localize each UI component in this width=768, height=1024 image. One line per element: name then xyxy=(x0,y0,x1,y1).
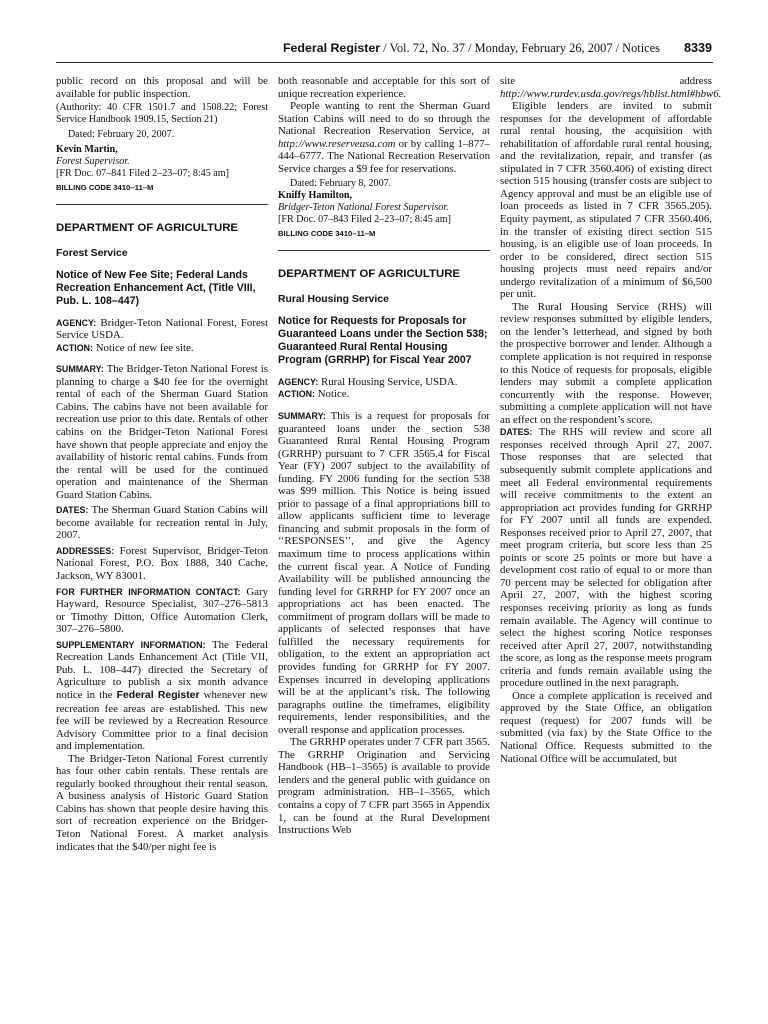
signer-title: Bridger-Teton National Forest Supervisor. xyxy=(278,202,449,214)
summary-section xyxy=(278,410,490,736)
summary-label: SUMMARY: xyxy=(56,364,104,375)
agency-text: Bridger-Teton National Forest, Forest Service USDA. xyxy=(56,316,268,342)
reservation-link[interactable]: http://www.reserveusa.com xyxy=(278,137,396,150)
paragraph: The GRRHP operates under 7 CFR part 3565. The GRRHP Origination and Servicing Handbook (HB–1–3565) is available to provide lenders and the general public with guidance on program administration. HB–1–3565, which contains a copy of 7 CFR part 3565 in Appendix 1, can be found at the Rural Development Instructions Web xyxy=(278,736,490,837)
agency-line xyxy=(56,317,268,342)
contact-section xyxy=(56,586,268,636)
action-label: ACTION: xyxy=(56,342,93,353)
fr-doc: [FR Doc. 07–841 Filed 2–23–07; 8:45 am] xyxy=(56,168,229,180)
department-heading: DEPARTMENT OF AGRICULTURE xyxy=(56,221,239,234)
signer-name: Kniffy Hamilton, xyxy=(278,190,353,202)
column-2 xyxy=(278,75,490,837)
page-number: 8339 xyxy=(683,41,712,55)
action-text: Notice of new fee site. xyxy=(92,341,194,354)
column-3 xyxy=(500,75,722,765)
paragraph: The Bridger-Teton National Forest currently has four other cabin rentals. These rentals are regularly booked throughout their rental season. A business analysis of Historic Guard Station Cabins has shown that people desire having this sort of recreation experience on the Bridger-Teton National Forest. A market analysis indicates that the $40/per night fee is xyxy=(56,752,268,853)
supplementary-label: SUPPLEMENTARY INFORMATION: xyxy=(56,639,206,650)
paragraph-text: site address xyxy=(500,75,712,87)
supplementary-text-cont: whenever new recreation fee areas are established. This new fee will be reviewed by a Recreation Resource Advisory Committee prior to a final decision and implementation. xyxy=(56,688,269,753)
contact-label: FOR FURTHER INFORMATION CONTACT: xyxy=(56,586,241,597)
authority-note: (Authority: 40 CFR 1501.7 and 1508.22; Forest Service Handbook 1909.15, Section 21) xyxy=(56,102,268,126)
addresses-label: ADDRESSES: xyxy=(56,545,115,556)
section-divider xyxy=(278,250,490,251)
billing-code: BILLING CODE 3410–11–M xyxy=(278,229,376,239)
signer-name: Kevin Martin, xyxy=(56,144,118,156)
column-1 xyxy=(56,75,268,853)
paragraph: Eligible lenders are invited to submit responses for the development of affordable rural rental housing, the acquisition with rehabilitation of affordable rural rental housing, and the revitalization, repair, and transfer (as stipulated in 7 CFR 3560.406) of existing direct section 515 housing (transfer costs are subject to Agency approval and must be an eligible use of loan proceeds as listed in 7 CFR 3565.205). Equity payment, as stipulated 7 CFR 3560.406, in the transfer of existing direct section 515 housing, is an eligible use of loan proceeds. In order to be considered, direct section 515 housing projects must need repairs and/or undergo revitalization of a minimum of $6,500 per unit. xyxy=(500,100,712,301)
paragraph: public record on this proposal and will be available for public inspection. xyxy=(56,75,268,100)
paragraph: both reasonable and acceptable for this sort of unique recreation experience. xyxy=(278,75,490,100)
dates-text: The Sherman Guard Station Cabins will become available for recreation rental in July, 2007. xyxy=(56,504,268,542)
issue-info: / Vol. 72, No. 37 / Monday, February 26, 2007 / Notices xyxy=(380,41,660,55)
paragraph xyxy=(500,75,722,100)
contact-text: Gary Hayward, Resource Specialist, 307–276–5813 or Timothy Ditton, Office Automation Clerk, 307–276–5800. xyxy=(56,585,268,636)
agency-text: Rural Housing Service, USDA. xyxy=(318,375,458,388)
agency-line xyxy=(278,376,490,389)
addresses-text: Forest Supervisor, Bridger-Teton National Forest, P.O. Box 1888, 340 Cache, Jackson, WY 83001. xyxy=(56,544,268,583)
summary-label: SUMMARY: xyxy=(278,411,326,422)
subagency-heading: Forest Service xyxy=(56,247,128,259)
dated-line: Dated: February 8, 2007. xyxy=(290,178,392,190)
instructions-link[interactable]: http://www.rurdev.usda.gov/regs/hblist.html#hbw6. xyxy=(500,87,722,100)
notice-title: Notice of New Fee Site; Federal Lands Recreation Enhancement Act, (Title VIII, Pub. L. 108–447) xyxy=(56,268,256,307)
summary-text: This is a request for proposals for guaranteed loans under the section 538 Guaranteed Rural Rental Housing Program (GRRHP) pursuant to 7 CFR 3565.4 for Fiscal Year (FY) 2007 subject to the availability of funding. FY 2006 funding for the section 538 was $99 million. This Notice is being issued prior to passage of a final appropriations bill to allow applicants sufficient time to leverage financing and submit proposals in the form of ‘‘RESPONSES’’, and give the Agency maximum time to process applications within the current fiscal year. A Notice of Funding Availability will be published announcing the funding level for GRRHP for FY 2007 once an appropriations act has been enacted. The commitment of program dollars will be made to applicants of selected responses that have fulfilled the necessary requirements for obligation, to the extent an appropriation act provides funding for GRRHP for FY 2007. Expenses incurred in developing applications will be at the applicant’s risk. The following paragraphs outline the timeframes, eligibility requirements, lender responsibilities, and the overall response and application processes. xyxy=(278,410,490,736)
header-rule xyxy=(56,62,713,63)
fr-doc: [FR Doc. 07–843 Filed 2–23–07; 8:45 am] xyxy=(278,214,451,226)
agency-label: AGENCY: xyxy=(56,317,97,328)
supplementary-section xyxy=(56,639,268,753)
dates-label: DATES: xyxy=(56,505,89,516)
billing-code: BILLING CODE 3410–11–M xyxy=(56,183,154,193)
supplementary-text: The Federal Recreation Lands Enhancement Act (Title VII, Pub. L. 108–447) directed the Secretary of Agriculture to publish a six month advance notice in the xyxy=(56,638,268,701)
action-label: ACTION: xyxy=(278,389,315,400)
agency-label: AGENCY: xyxy=(278,376,319,387)
summary-text: The Bridger-Teton National Forest is planning to charge a $40 fee for the overnight rental of each of the Sherman Guard Station Cabins. The cabins have not been available for recreation use prior to this date. Rentals of other cabins on the Bridger-Teton National Forest have shown that people appreciate and enjoy the availability of historic rental cabins. Funds from the rental will be used for the continued operation and maintenance of the Sherman Guard Station Cabins. xyxy=(56,363,268,501)
addresses-section xyxy=(56,545,268,583)
department-heading: DEPARTMENT OF AGRICULTURE xyxy=(278,267,461,280)
dates-label: DATES: xyxy=(500,427,533,438)
signer-title: Forest Supervisor. xyxy=(56,156,130,168)
dated-line: Dated: February 20, 2007. xyxy=(68,129,175,141)
action-text: Notice. xyxy=(314,388,350,401)
paragraph xyxy=(278,100,490,175)
paragraph: The Rural Housing Service (RHS) will review responses submitted by eligible lenders, on the lender’s letterhead, and signed by both the prospective borrower and lender. Although a complete application is not required in response to this Notice of requests for proposals, eligible lenders may submit a complete application concurrently with the response. However, submitting a complete application will not have an effect on the respondent’s score. xyxy=(500,300,712,426)
journal-name: Federal Register xyxy=(282,41,381,55)
dates-text: The RHS will review and score all responses received through April 27, 2007. Those responses that are selected that subsequently submit complete applications and meet all Federal environmental requirements will receive commitments to the extent an appropriation act provides funding for GRRHP for FY 2007 until all funds are expended. Responses received prior to April 27, 2007, that meet program criteria, but score less than 25 points or score 25 points or more but have a development cost ratio of equal to or more than 70 percent may be selected for obligation after April 27, 2007, with the highest scoring responses receiving priority as long as funds remain available. The Agency will continue to select the highest scoring Notice responses received after April 27, 2007, notwithstanding the score, as long as the response meets program criteria and funds remain available using the procedure outlined in the next paragraph. xyxy=(500,426,712,690)
summary-section xyxy=(56,363,268,501)
section-divider xyxy=(56,204,268,205)
action-line xyxy=(56,342,268,355)
header-citation xyxy=(283,41,660,56)
notice-title: Notice for Requests for Proposals for Guaranteed Loans under the Section 538; Guaranteed Rural Rental Housing Program (GRRHP) for Fiscal Year 2007 xyxy=(278,314,488,366)
page-header xyxy=(56,41,712,61)
paragraph-text: People wanting to rent the Sherman Guard Station Cabins will need to do so through the National Recreation Reservation Service, at xyxy=(278,100,490,138)
paragraph-text: or by calling 1–877–444–6777. The National Recreation Reservation Service charges a $9 fee for reservations. xyxy=(278,137,490,175)
federal-register-ref: Federal Register xyxy=(116,689,200,701)
dates-section xyxy=(500,426,712,689)
subagency-heading: Rural Housing Service xyxy=(278,293,389,305)
dates-section xyxy=(56,504,268,542)
paragraph: Once a complete application is received and approved by the State Office, an obligation request (request) for 2007 funds will be submitted (via fax) by the State Office to the National Office. Requests submitted to the National Office will be accumulated, but xyxy=(500,689,712,765)
action-line xyxy=(278,388,490,401)
